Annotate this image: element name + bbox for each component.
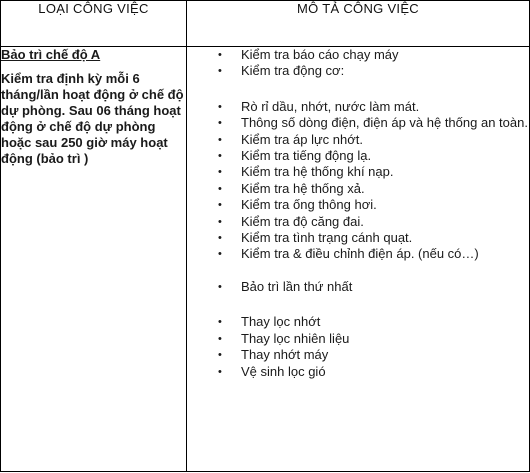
table-row bbox=[1, 47, 530, 472]
task-text: Thông số dòng điện, điện áp và hệ thống an toàn. bbox=[241, 115, 528, 131]
task-text: Vệ sinh lọc gió bbox=[241, 363, 326, 379]
header-job-description: MÔ TẢ CÔNG VIỆC bbox=[187, 1, 530, 47]
task-text: Kiểm tra động cơ: bbox=[241, 63, 345, 79]
task-text: Kiểm tra áp lực nhớt. bbox=[241, 131, 363, 147]
bullet-icon: • bbox=[218, 65, 222, 78]
task-text: Kiểm tra hệ thống xả. bbox=[241, 180, 365, 196]
bullet-icon: • bbox=[218, 117, 222, 130]
list-item bbox=[187, 230, 529, 246]
list-item bbox=[187, 164, 529, 180]
task-text: Bảo trì lần thứ nhất bbox=[241, 278, 353, 294]
list-item bbox=[187, 331, 529, 347]
task-text: Kiểm tra & điều chỉnh điện áp. (nếu có…) bbox=[241, 246, 479, 262]
task-text: Thay lọc nhiên liệu bbox=[241, 330, 350, 346]
list-item bbox=[187, 214, 529, 230]
bullet-icon: • bbox=[218, 199, 222, 212]
list-item bbox=[187, 246, 529, 262]
bullet-icon: • bbox=[218, 166, 222, 179]
list-item bbox=[187, 99, 529, 115]
bullet-icon: • bbox=[218, 365, 222, 378]
task-text: Kiểm tra tiếng động lạ. bbox=[241, 148, 372, 164]
bullet-icon: • bbox=[218, 280, 222, 293]
job-type-cell bbox=[1, 47, 187, 472]
list-item bbox=[187, 347, 529, 363]
task-text: Kiểm tra ống thông hơi. bbox=[241, 197, 377, 213]
task-text: Thay lọc nhớt bbox=[241, 314, 321, 330]
list-item bbox=[187, 132, 529, 148]
list-item bbox=[187, 181, 529, 197]
task-text: Kiểm tra báo cáo chạy máy bbox=[241, 47, 399, 62]
task-list bbox=[187, 47, 529, 380]
bullet-icon: • bbox=[218, 332, 222, 345]
table-header-row bbox=[1, 1, 530, 47]
bullet-icon: • bbox=[218, 316, 222, 329]
task-text: Kiểm tra độ căng đai. bbox=[241, 213, 364, 229]
bullet-icon: • bbox=[218, 349, 222, 362]
maintenance-mode-description: Kiểm tra định kỳ mỗi 6 tháng/lần hoạt động ở chế độ dự phòng. Sau 06 tháng hoạt động ở chế độ dự phòng hoặc sau 250 giờ máy hoạt động (bảo trì ) bbox=[1, 71, 184, 166]
list-item bbox=[187, 364, 529, 380]
list-item bbox=[187, 314, 529, 330]
task-text: Kiểm tra hệ thống khí nạp. bbox=[241, 164, 394, 180]
bullet-icon: • bbox=[218, 49, 222, 61]
job-description-cell bbox=[187, 47, 530, 472]
task-text: Kiểm tra tình trạng cánh quạt. bbox=[241, 230, 413, 246]
list-item bbox=[187, 63, 529, 79]
bullet-icon: • bbox=[218, 215, 222, 228]
bullet-icon: • bbox=[218, 133, 222, 146]
bullet-icon: • bbox=[218, 232, 222, 245]
bullet-icon: • bbox=[218, 100, 222, 113]
maintenance-mode-title: Bảo trì chế độ A bbox=[1, 47, 101, 62]
list-item bbox=[187, 115, 529, 131]
bullet-icon: • bbox=[218, 182, 222, 195]
task-text: Rò rỉ dầu, nhớt, nước làm mát. bbox=[241, 98, 420, 114]
list-item bbox=[187, 279, 529, 295]
bullet-icon: • bbox=[218, 248, 222, 261]
list-item bbox=[187, 47, 529, 63]
task-text: Thay nhớt máy bbox=[241, 347, 329, 363]
list-item bbox=[187, 197, 529, 213]
bullet-icon: • bbox=[218, 150, 222, 163]
list-item bbox=[187, 148, 529, 164]
header-job-type: LOẠI CÔNG VIỆC bbox=[1, 1, 187, 47]
